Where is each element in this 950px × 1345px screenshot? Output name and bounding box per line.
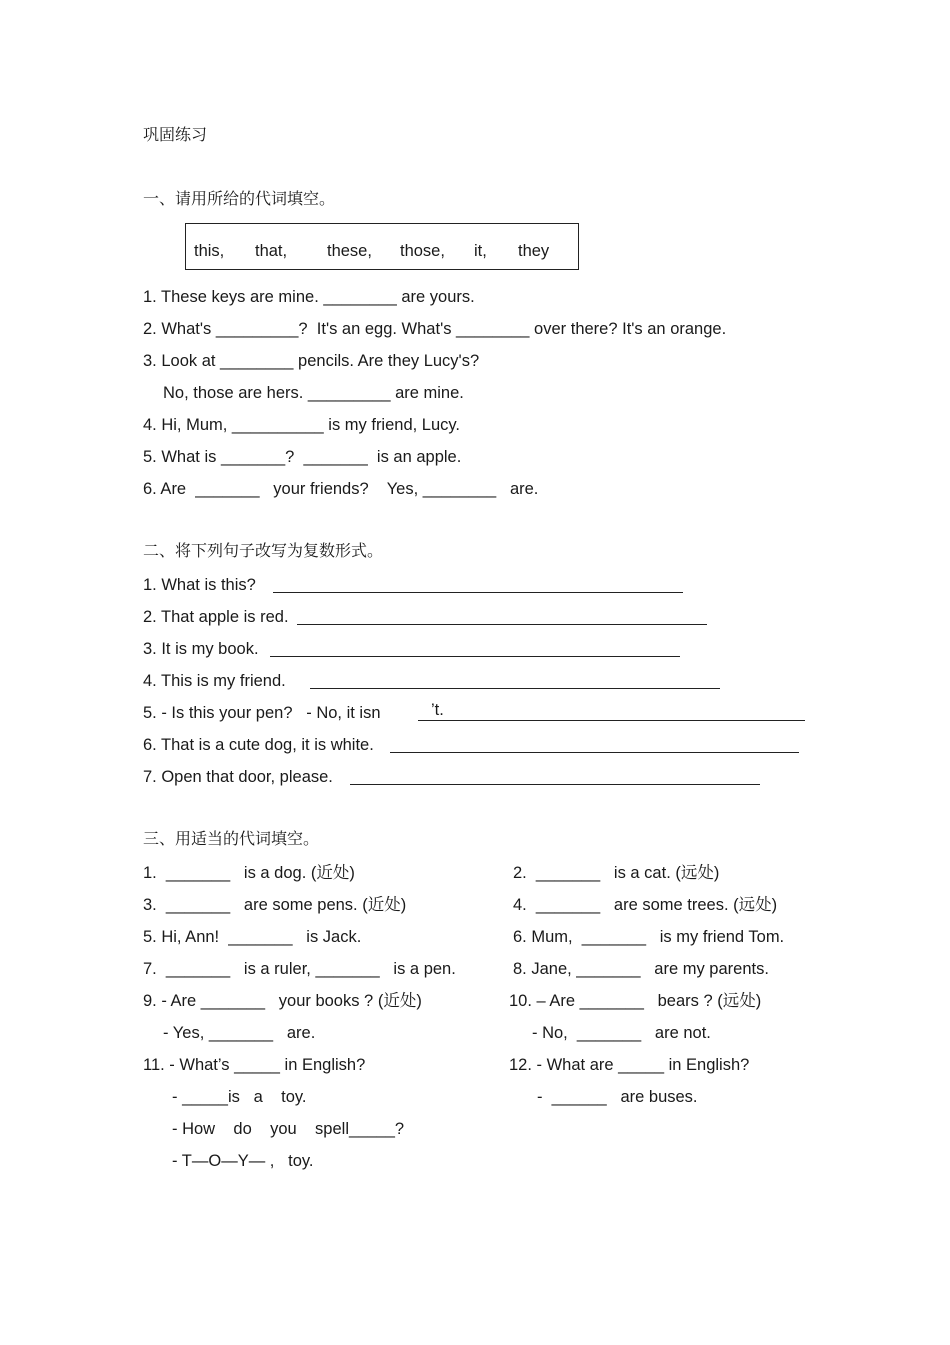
s3-right-4: 4. _______ are some trees. (远处) <box>513 896 778 914</box>
s3-left-9: 9. - Are _______ your books ? (近处) <box>143 992 422 1010</box>
s3-left-3: 3. _______ are some pens. (近处) <box>143 896 407 914</box>
s2-answer-line-5 <box>418 720 805 721</box>
s1-question-2: 2. What's _________? It's an egg. What's ________ over there? It's an orange. <box>143 320 727 338</box>
section3-heading: 三、用适当的代词填空。 <box>143 829 320 848</box>
s1-question-3: 3. Look at ________ pencils. Are they Lucy's? <box>143 352 480 370</box>
s1-question-1: 1. These keys are mine. ________ are yours. <box>143 288 475 306</box>
s3-right-8: 8. Jane, _______ are my parents. <box>513 960 769 978</box>
s2-item-7: 7. Open that door, please. <box>143 768 333 786</box>
s2-answer-line-1 <box>273 592 683 593</box>
s3-left-1: 1. _______ is a dog. (近处) <box>143 864 355 882</box>
section1-heading: 一、请用所给的代词填空。 <box>143 189 336 208</box>
s2-answer-line-2 <box>297 624 707 625</box>
s2-item-3: 3. It is my book. <box>143 640 259 658</box>
s2-item-6: 6. That is a cute dog, it is white. <box>143 736 374 754</box>
s2-answer-line-4 <box>310 688 720 689</box>
s3-right-6: 6. Mum, _______ is my friend Tom. <box>513 928 785 946</box>
s3-right-2: 2. _______ is a cat. (远处) <box>513 864 720 882</box>
s1-question-3-answer: No, those are hers. _________ are mine. <box>163 384 464 402</box>
s3-right-10-answer: - No, _______ are not. <box>532 1024 711 1042</box>
word-that: that, <box>255 242 288 260</box>
s1-question-5: 5. What is _______? _______ is an apple. <box>143 448 462 466</box>
s3-left-11-line3: - How do you spell_____? <box>172 1120 405 1138</box>
word-they: they <box>518 242 550 260</box>
s3-left-11-line2: - _____is a toy. <box>172 1088 307 1106</box>
s3-left-11: 11. - What’s _____ in English? <box>143 1056 366 1074</box>
word-this: this, <box>194 242 225 260</box>
s2-item-5-suffix: ’t. <box>431 701 444 719</box>
section2-heading: 二、将下列句子改写为复数形式。 <box>143 541 384 560</box>
s2-item-4: 4. This is my friend. <box>143 672 286 690</box>
word-those: those, <box>400 242 445 260</box>
word-these: these, <box>327 242 372 260</box>
s3-left-9-answer: - Yes, _______ are. <box>163 1024 316 1042</box>
s1-question-6: 6. Are _______ your friends? Yes, ________ are. <box>143 480 539 498</box>
s2-item-5: 5. - Is this your pen? - No, it isn <box>143 704 381 722</box>
s3-right-12-answer: - ______ are buses. <box>537 1088 698 1106</box>
s2-answer-line-7 <box>350 784 760 785</box>
s2-item-2: 2. That apple is red. <box>143 608 289 626</box>
s3-left-7: 7. _______ is a ruler, _______ is a pen. <box>143 960 456 978</box>
s2-answer-line-3 <box>270 656 680 657</box>
worksheet-title: 巩固练习 <box>143 125 208 144</box>
s3-left-5: 5. Hi, Ann! _______ is Jack. <box>143 928 362 946</box>
s3-right-10: 10. – Are _______ bears ? (远处) <box>509 992 762 1010</box>
s3-right-12: 12. - What are _____ in English? <box>509 1056 750 1074</box>
s2-item-1: 1. What is this? <box>143 576 256 594</box>
s2-answer-line-6 <box>390 752 799 753</box>
s3-left-11-line4: - T—O—Y— , toy. <box>172 1152 314 1170</box>
s1-question-4: 4. Hi, Mum, __________ is my friend, Lucy. <box>143 416 461 434</box>
word-it: it, <box>474 242 487 260</box>
